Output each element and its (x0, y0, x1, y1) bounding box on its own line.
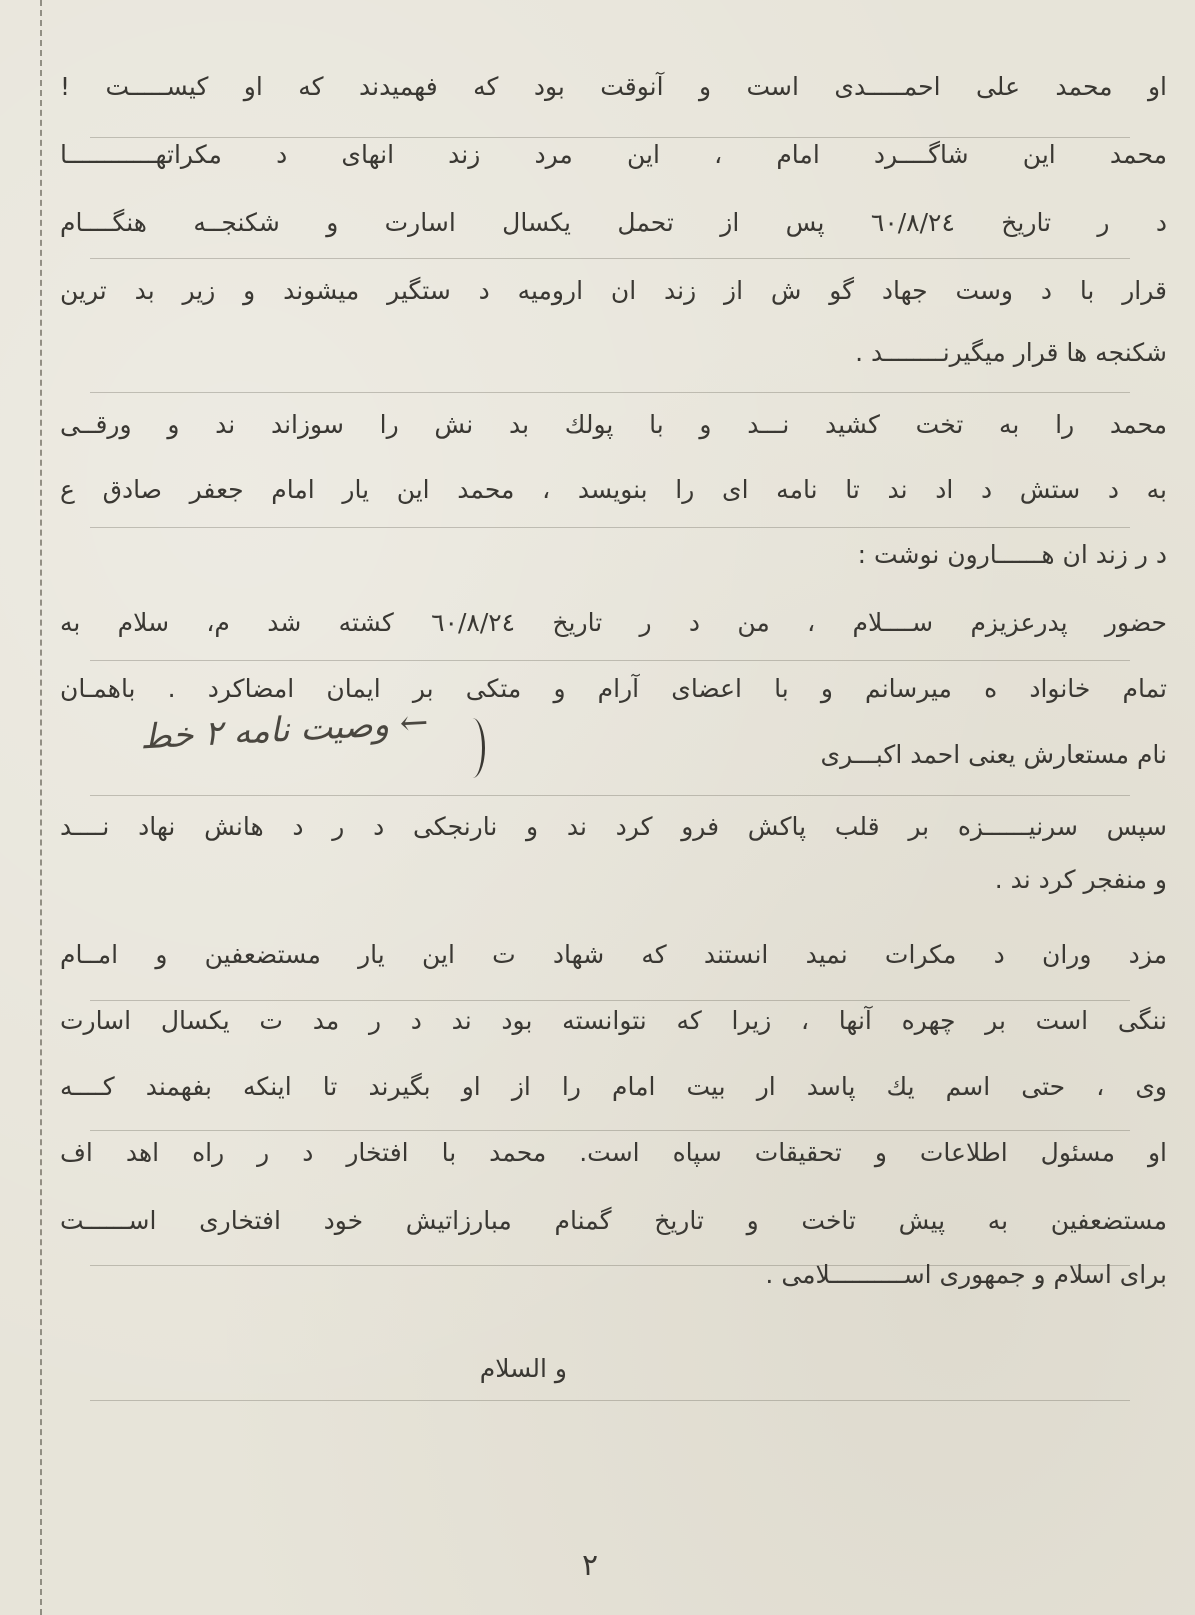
text-line-6: محمد را به تخت کشید نـــد و با پولك بد نش را سوزاند ند و ورقــی (60, 410, 1167, 439)
text-line-10: تمام خانواد ه میرسانم و با اعضای آرام و متکی بر ایمان امضاکرد . باهمـان (60, 674, 1167, 703)
text-line-13: و منفجر کرد ند . (994, 865, 1167, 894)
text-line-16: وی ، حتی اسم یك پاسد ار بیت امام را از او بگیرند تا اینکه بفهمند کــــه (60, 1072, 1167, 1101)
scan-noise-line (90, 527, 1130, 528)
text-line-4: قرار با د وست جهاد گو ش از زند ان ارومیه د ستگیر میشوند و زیر بد ترین (60, 276, 1167, 305)
annotation-bracket (460, 718, 485, 778)
scan-noise-line (90, 1400, 1130, 1401)
scan-noise-line (90, 1130, 1130, 1131)
text-line-3: د ر تاریخ ٦٠/٨/٢٤ پس از تحمل یکسال اسارت و شکنجــه هنگــــام (60, 208, 1168, 237)
text-line-7: به د ستش د اد ند تا نامه ای را بنویسد ، محمد این یار امام جعفر صادق ع (60, 475, 1167, 504)
text-line-8: د ر زند ان هــــــارون نوشت : (857, 540, 1167, 569)
text-line-19: برای اسلام و جمهوری اســــــــــلامی . (765, 1260, 1167, 1289)
page-number: ٢ (582, 1548, 599, 1583)
text-line-9: حضور پدرعزیزم ســــلام ، من د ر تاریخ ٦٠/٨/٢٤ کشته شد م، سلام به (60, 608, 1167, 637)
scan-noise-line (90, 392, 1130, 393)
text-line-17: او مسئول اطلاعات و تحقیقات سپاه است. محمد با افتخار د ر راه اهد اف (60, 1138, 1167, 1167)
scan-noise-line (90, 1000, 1130, 1001)
text-line-2: محمد این شاگــــرد امام ، این مرد زند انهای د مکراتهــــــــــــا (60, 140, 1167, 169)
text-line-14: مزد وران د مکرات نمید انستند که شهاد ت این یار مستضعفین و امــام (60, 940, 1167, 969)
text-line-18: مستضعفین به پیش تاخت و تاریخ گمنام مبارزاتیش خود افتخاری اســــــت (60, 1206, 1167, 1235)
scan-noise-line (90, 660, 1130, 661)
scan-noise-line (90, 795, 1130, 796)
text-line-12: سپس سرنیــــــزه بر قلب پاکش فرو کرد ند و نارنجکی د ر د هانش نهاد نــــد (60, 812, 1167, 841)
closing-salutation: و السلام (479, 1354, 567, 1383)
handwritten-annotation: ← وصیت نامه ۲ خط (139, 702, 430, 758)
text-line-15: ننگی است بر چهره آنها ، زیرا که نتوانسته بود ند د ر مد ت یکسال اسارت (60, 1006, 1167, 1035)
text-line-1: او محمد علی احمـــــدی است و آنوقت بود که فهمیدند که او کیســـــت ! (60, 72, 1167, 101)
scan-noise-line (90, 258, 1130, 259)
margin-dashed-rule (40, 0, 42, 1615)
text-line-11: نام مستعارش یعنی احمد اکبـــری (820, 740, 1167, 769)
text-line-5: شکنجه ها قرار میگیرنــــــــد . (855, 338, 1167, 367)
